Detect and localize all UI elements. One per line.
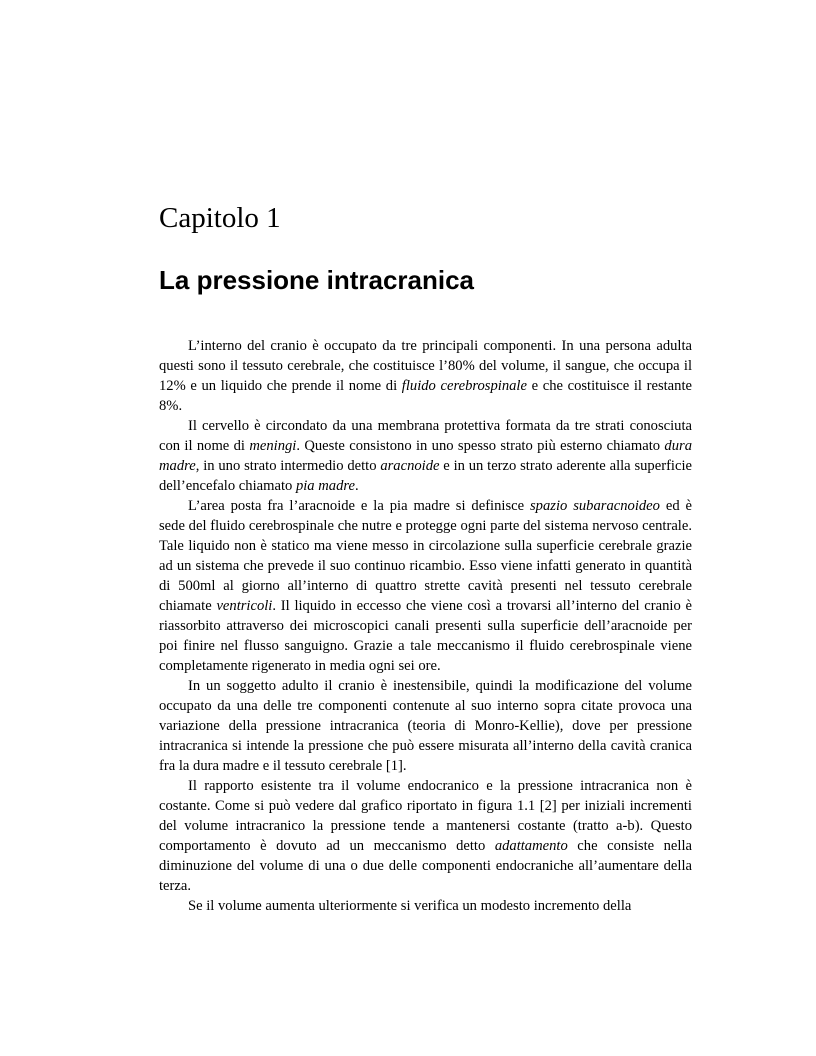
italic-term: fluido cerebrospinale <box>401 378 527 394</box>
italic-term: ventricoli <box>216 598 273 614</box>
paragraph <box>159 416 692 496</box>
text-run: e che costituisce il restante 8%. <box>159 378 692 414</box>
text-run: Il cervello è circondato da una membrana protettiva formata da tre strati conosciuta con il nome di <box>159 418 692 454</box>
paragraph <box>159 336 692 416</box>
text-run: L’area posta fra l’aracnoide e la pia madre si definisce <box>188 498 530 514</box>
text-run: Se il volume aumenta ulteriormente si verifica un modesto incremento della <box>188 898 632 914</box>
italic-term: adattamento <box>494 838 568 854</box>
text-run: . Il liquido in eccesso che viene così a trovarsi all’interno del cranio è riassorbito attraverso dei microscopici canali presenti sulla superficie dell’aracnoide per poi finire nel flusso sanguigno. Grazie a tale meccanismo il fluido cerebrospinale viene completamente rigenerato in media ogni sei ore. <box>159 598 693 674</box>
text-run: Il rapporto esistente tra il volume endocranico e la pressione intracranica non è costante. Come si può vedere dal grafico riportato in figura 1.1 [2] per iniziali incrementi del volume intracranico la pressione tende a mantenersi costante (tratto a-b). Questo comportamento è dovuto ad un meccanismo detto <box>159 778 692 854</box>
paragraph <box>159 496 692 676</box>
italic-term: meningi <box>249 438 297 454</box>
italic-term: dura madre <box>159 438 692 474</box>
chapter-title: La pressione intracranica <box>159 265 475 295</box>
text-run: che consiste nella diminuzione del volume di una o due delle componenti endocraniche all’aumentare della terza. <box>159 838 692 894</box>
italic-term: aracnoide <box>380 458 440 474</box>
chapter-body <box>159 336 692 916</box>
italic-term: spazio subaracnoideo <box>530 498 660 514</box>
text-run: . <box>355 478 359 494</box>
paragraph <box>159 676 692 776</box>
italic-term: pia madre <box>295 478 355 494</box>
text-run: e in un terzo strato aderente alla superficie dell’encefalo chiamato <box>159 458 692 494</box>
text-run: L’interno del cranio è occupato da tre principali componenti. In una persona adulta questi sono il tessuto cerebrale, che costituisce l’80% del volume, il sangue, che occupa il 12% e un liquido che prende il nome di <box>159 338 692 394</box>
text-run: ed è sede del fluido cerebrospinale che nutre e protegge ogni parte del sistema nervoso centrale. Tale liquido non è statico ma viene messo in circolazione sulla superficie cerebrale grazie ad un sistema che prevede il suo continuo ricambio. Esso viene infatti generato in quantità di 500ml al giorno all’interno di quattro strette cavità presenti nel tessuto cerebrale chiamate <box>159 498 692 614</box>
paragraph <box>159 896 692 916</box>
chapter-label: Capitolo 1 <box>159 202 281 234</box>
text-run: . Queste consistono in uno spesso strato più esterno chiamato <box>296 438 665 454</box>
text-run: In un soggetto adulto il cranio è inestensibile, quindi la modificazione del volume occupato da una delle tre componenti contenute al suo interno sopra citate provoca una variazione della pressione intracranica (teoria di Monro-Kellie), dove per pressione intracranica si intende la pressione che può essere misurata all’interno della cavità cranica fra la dura madre e il tessuto cerebrale [1]. <box>159 678 692 774</box>
text-run: , in uno strato intermedio detto <box>195 458 381 474</box>
paragraph <box>159 776 692 896</box>
